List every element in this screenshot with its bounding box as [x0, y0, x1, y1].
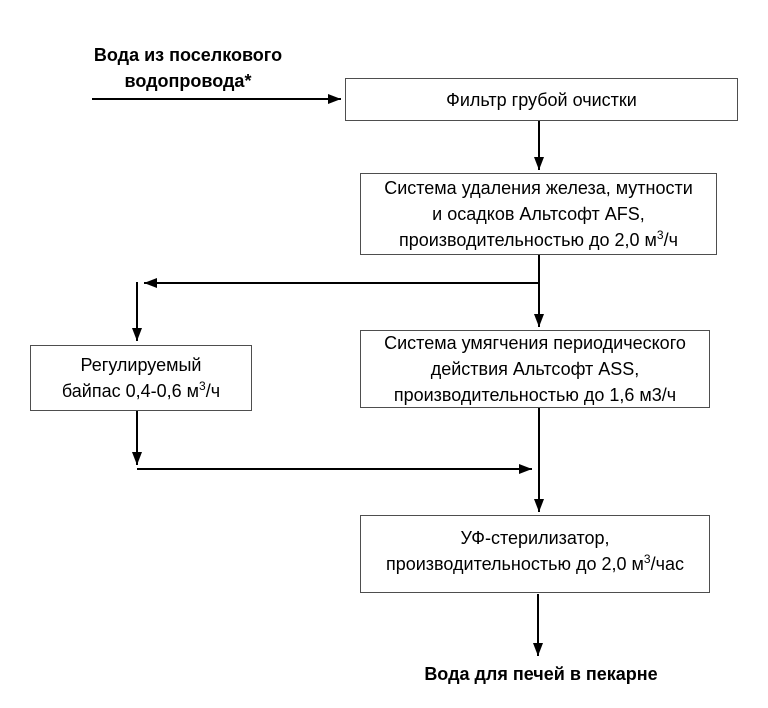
bypass-line1: Регулируемый — [80, 355, 202, 375]
uv-line2: производительностью до 2,0 $м^3$/час — [385, 552, 684, 574]
iron-removal-line1: Система удаления железа, мутности — [384, 178, 693, 198]
softener-line3: производительностью до 1,6 м3/ч — [393, 385, 677, 405]
iron-removal-box — [360, 173, 717, 255]
source-water-label — [58, 42, 318, 94]
coarse-filter-text: Фильтр грубой очистки — [446, 89, 637, 110]
uv-sterilizer-box — [360, 515, 710, 593]
softener-line1: Система умягчения периодического — [384, 333, 686, 353]
bypass-box — [30, 345, 252, 411]
bypass-line2: байпас 0,4-0,6 $м^3/ч$ — [61, 379, 221, 401]
superscript-3: 3 — [656, 228, 664, 242]
output-water-label: Вода для печей в пекарне — [424, 664, 658, 684]
source-water-label-line2: водопровода* — [124, 71, 252, 91]
iron-removal-line3: производительностью до 2,0 $м^3/ч$ — [398, 228, 678, 250]
softener-box — [360, 330, 710, 408]
source-water-label-line1: Вода из поселкового — [93, 45, 283, 65]
superscript-3: 3 — [643, 552, 651, 566]
iron-removal-line2: и осадков Альтсофт AFS, — [432, 204, 645, 224]
uv-line1: УФ-стерилизатор, — [460, 528, 610, 548]
coarse-filter-box — [345, 78, 738, 121]
softener-line2: действия Альтсофт ASS, — [430, 359, 640, 379]
superscript-3: 3 — [199, 379, 206, 393]
